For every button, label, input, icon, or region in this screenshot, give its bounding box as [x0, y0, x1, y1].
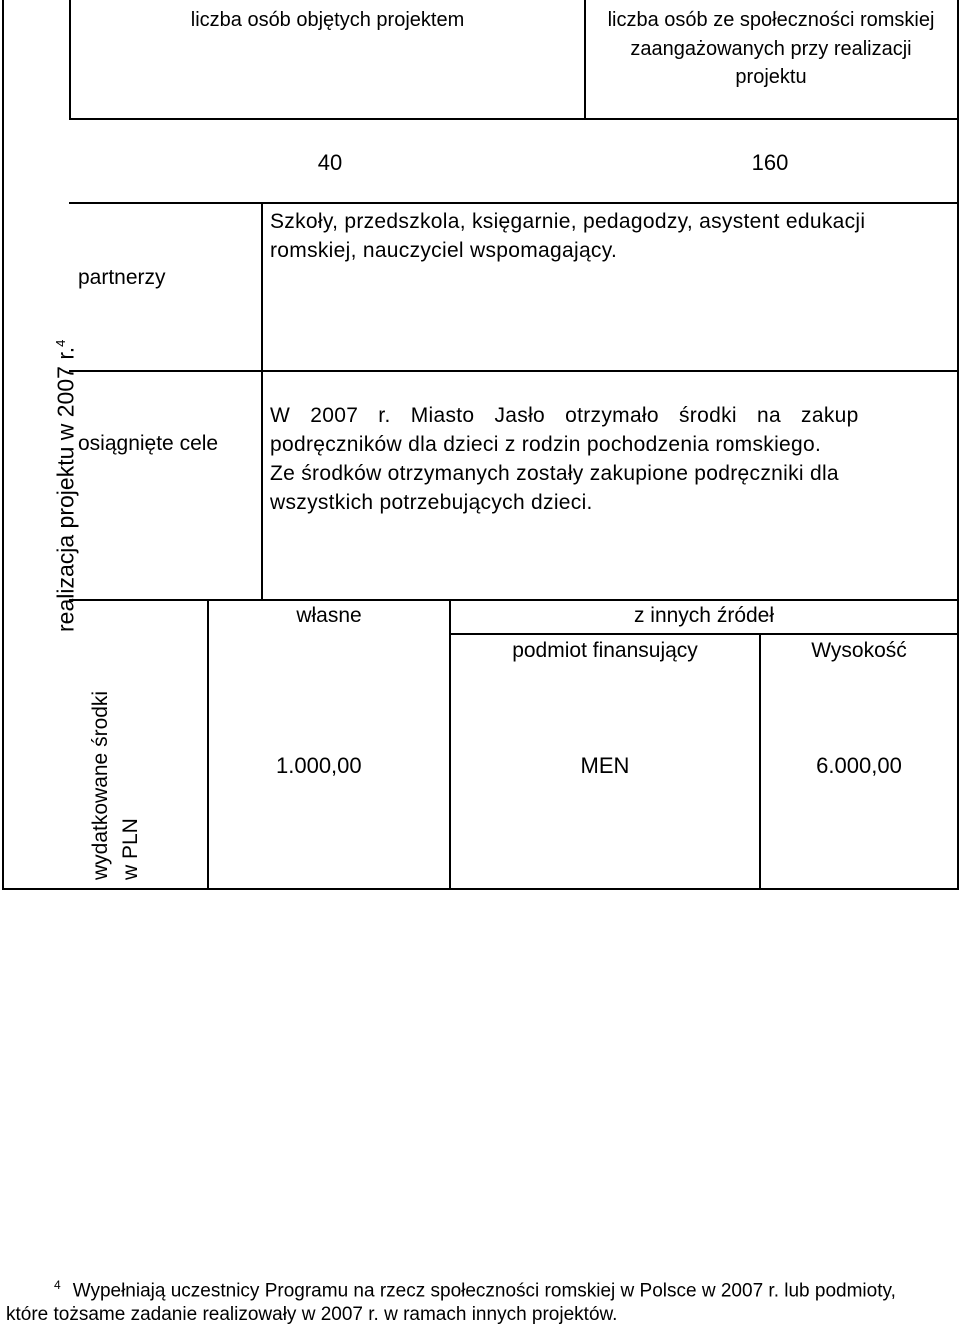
- section-footnote-ref: 4: [53, 339, 68, 347]
- funds-label-line-2: w PLN: [119, 818, 142, 880]
- label-column-divider: [261, 202, 263, 600]
- funds-label-divider: [207, 599, 209, 890]
- goals-text: [270, 401, 952, 517]
- footnote-line-2: które tożsame zadanie realizowały w 2007 r. w ramach innych projektów.: [6, 1304, 618, 1326]
- own-funds-header: własne: [296, 604, 362, 627]
- value-roma-involved: 160: [751, 150, 789, 175]
- section-title-text: realizacja projektu w 2007 r.: [52, 346, 79, 632]
- funder-header: podmiot finansujący: [512, 639, 698, 662]
- goals-text-line-1: W 2007 r. Miasto Jasło otrzymało środki na zakup: [270, 404, 859, 427]
- other-funds-header: z innych źródeł: [633, 604, 775, 627]
- partners-label: partnerzy: [78, 266, 166, 289]
- table-bottom-border: [2, 888, 959, 890]
- table-left-border: [2, 0, 4, 890]
- funds-top-line: [69, 599, 959, 601]
- footnote: [6, 1273, 956, 1327]
- footnote-number: 4: [54, 1278, 61, 1292]
- other-subheader-line: [449, 633, 959, 635]
- header-middle-divider: [584, 0, 586, 120]
- header-bottom-line: [69, 118, 959, 120]
- goals-top-line: [69, 370, 959, 372]
- header-roma-involved-text: liczba osób ze społeczności romskiej zaangażowanych przy realizacji projektu: [607, 9, 935, 88]
- amount-value: 6.000,00: [816, 753, 902, 778]
- header-roma-involved: [596, 6, 946, 92]
- footnote-line-1: [6, 1273, 956, 1303]
- section-title-vertical: [48, 340, 79, 632]
- table-right-border: [957, 0, 959, 890]
- goals-text-line-3: Ze środków otrzymanych zostały zakupione podręczniki dla: [270, 462, 839, 485]
- funds-label-vertical: [86, 691, 146, 880]
- funder-value: MEN: [580, 753, 630, 778]
- header-people-covered: [71, 6, 584, 34]
- funds-label-line-1: wydatkowane środki: [89, 690, 112, 880]
- partners-top-line: [69, 202, 959, 204]
- partners-text: Szkoły, przedszkola, księgarnie, pedagodzy, asystent edukacji romskiej, nauczyciel wspomagający.: [270, 210, 866, 262]
- goals-label: osiągnięte cele: [78, 432, 219, 455]
- own-funds-value: 1.000,00: [276, 753, 362, 778]
- goals-text-line-4: wszystkich potrzebujących dzieci.: [270, 491, 593, 514]
- footnote-line-1-text: Wypełniają uczestnicy Programu na rzecz społeczności romskiej w Polsce w 2007 r. lub podmioty,: [72, 1280, 896, 1302]
- value-people-covered: 40: [317, 150, 343, 175]
- amount-header: Wysokość: [811, 639, 907, 662]
- goals-text-line-2: podręczników dla dzieci z rodzin pochodzenia romskiego.: [270, 433, 822, 456]
- header-people-covered-text: liczba osób objętych projektem: [190, 9, 465, 31]
